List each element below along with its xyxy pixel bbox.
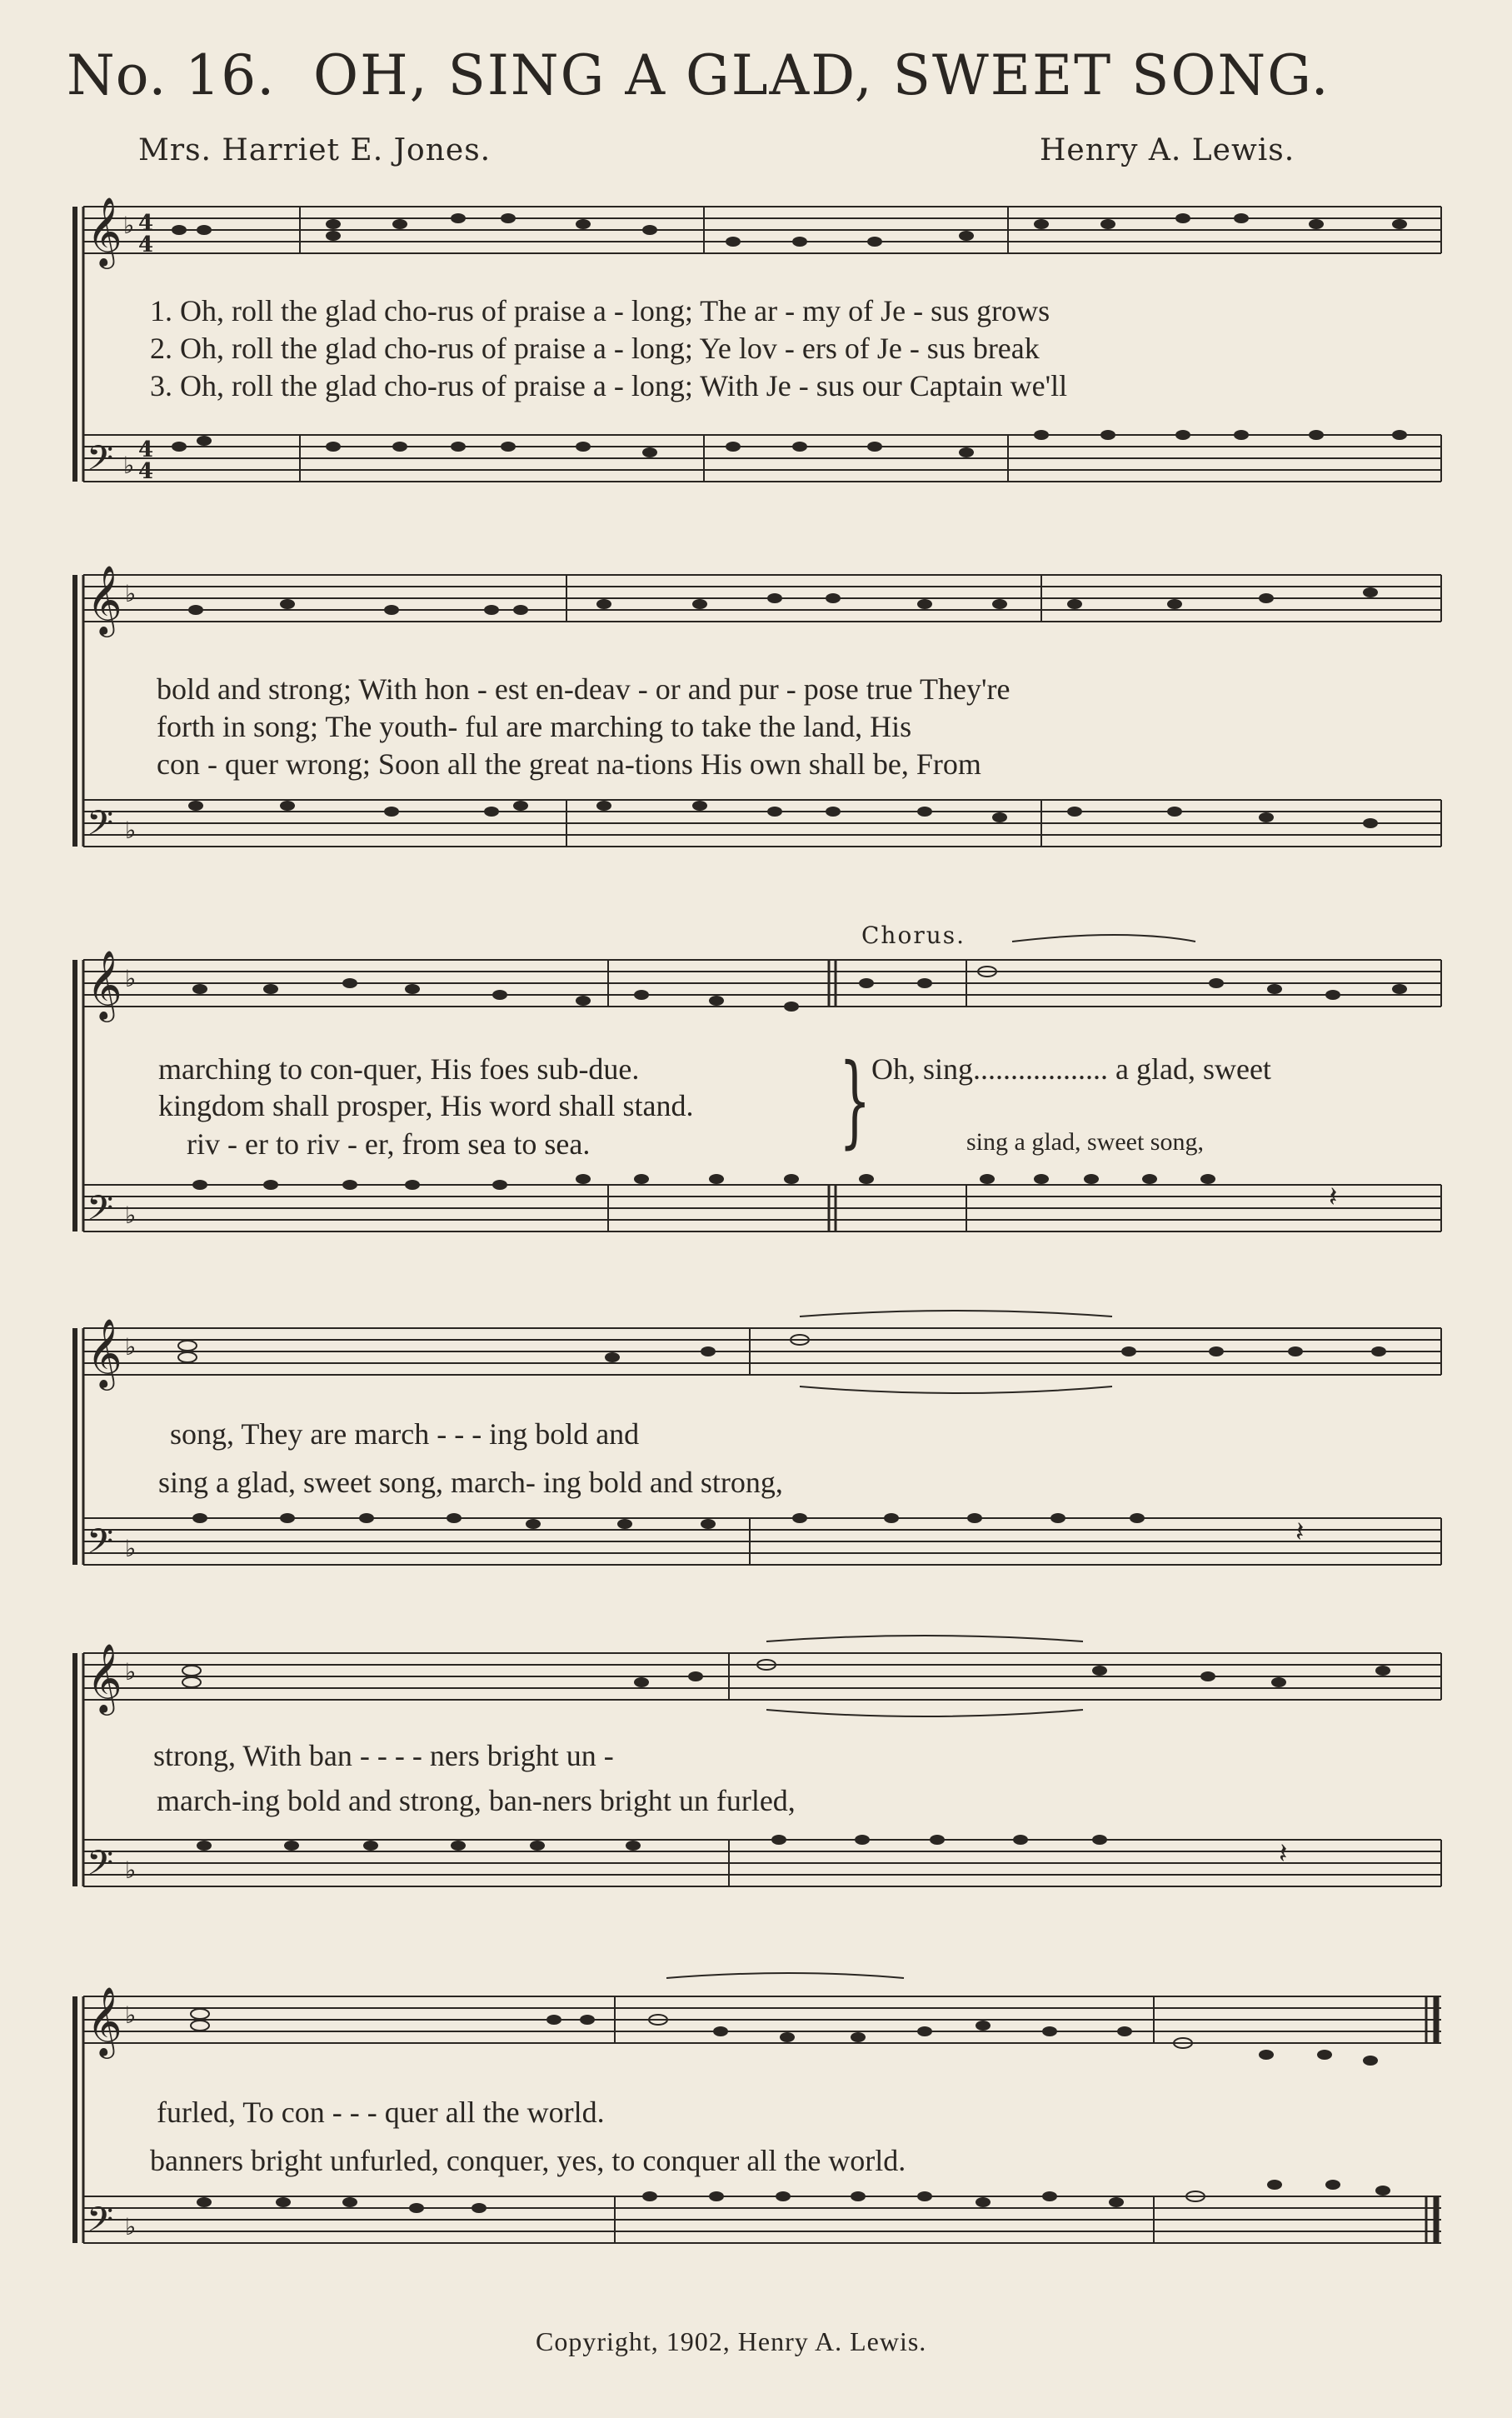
svg-text:𝄞: 𝄞 bbox=[87, 1986, 122, 2056]
svg-text:4: 4 bbox=[138, 437, 154, 462]
hymn-number: No. 16. bbox=[67, 43, 276, 107]
chorus-soprano-line-1: Oh, sing.................. a glad, sweet bbox=[871, 1052, 1271, 1086]
chorus-bass-line-3: march-ing bold and strong, ban-ners bright un furled, bbox=[157, 1784, 796, 1817]
svg-text:♭: ♭ bbox=[125, 965, 137, 992]
svg-text:♭: ♭ bbox=[125, 1202, 137, 1229]
svg-text:𝄢: 𝄢 bbox=[87, 803, 114, 852]
svg-text:𝄽: 𝄽 bbox=[1295, 1516, 1305, 1549]
svg-text:𝄞: 𝄞 bbox=[87, 949, 122, 1019]
verse-2-line-1: 2. Oh, roll the glad cho-rus of praise a - long; Ye lov - ers of Je - sus break bbox=[150, 332, 1040, 365]
svg-text:♭: ♭ bbox=[123, 452, 135, 479]
svg-text:𝄞: 𝄞 bbox=[87, 1317, 122, 1387]
svg-text:♭: ♭ bbox=[125, 2213, 137, 2241]
svg-text:𝄢: 𝄢 bbox=[87, 1188, 114, 1236]
svg-text:♭: ♭ bbox=[125, 2001, 137, 2029]
music-system-2 bbox=[0, 533, 1512, 883]
chorus-soprano-line-3: strong, With ban - - - - ners bright un - bbox=[153, 1739, 614, 1772]
verse-2-line-2: forth in song; The youth- ful are marching to take the land, His bbox=[157, 710, 912, 743]
copyright-notice: Copyright, 1902, Henry A. Lewis. bbox=[536, 2326, 927, 2356]
composer-credit: Henry A. Lewis. bbox=[1040, 133, 1295, 167]
chorus-soprano-line-2: song, They are march - - - ing bold and bbox=[170, 1417, 640, 1451]
music-system-5 bbox=[0, 1616, 1512, 1933]
verse-brace: } bbox=[839, 1043, 871, 1159]
svg-text:♭: ♭ bbox=[125, 1535, 137, 1562]
verse-3-line-2: con - quer wrong; Soon all the great na-tions His own shall be, From bbox=[157, 747, 981, 781]
svg-text:𝄽: 𝄽 bbox=[1279, 1837, 1288, 1871]
verse-1-line-1: 1. Oh, roll the glad cho-rus of praise a - long; The ar - my of Je - sus grows bbox=[150, 294, 1050, 327]
svg-text:♭: ♭ bbox=[125, 817, 137, 844]
svg-text:𝄢: 𝄢 bbox=[87, 438, 114, 487]
chorus-label: Chorus. bbox=[861, 922, 966, 949]
svg-text:𝄞: 𝄞 bbox=[87, 1642, 122, 1712]
chorus-bass-line-1: sing a glad, sweet song, bbox=[966, 1128, 1204, 1156]
svg-text:♭: ♭ bbox=[125, 1658, 137, 1686]
svg-text:4: 4 bbox=[138, 232, 154, 257]
svg-text:♭: ♭ bbox=[125, 1333, 137, 1361]
svg-text:♭: ♭ bbox=[123, 212, 135, 239]
verse-2-line-3: kingdom shall prosper, His word shall stand. bbox=[158, 1089, 694, 1122]
hymn-title: OH, SING A GLAD, SWEET SONG. bbox=[313, 43, 1330, 107]
chorus-soprano-line-4: furled, To con - - - quer all the world. bbox=[157, 2096, 605, 2129]
verse-3-line-1: 3. Oh, roll the glad cho-rus of praise a - long; With Je - sus our Captain we'll bbox=[150, 369, 1068, 402]
chorus-bass-line-2: sing a glad, sweet song, march- ing bold and strong, bbox=[158, 1466, 783, 1499]
svg-text:4: 4 bbox=[138, 211, 154, 236]
lyricist-credit: Mrs. Harriet E. Jones. bbox=[138, 133, 492, 167]
verse-1-line-3: marching to con-quer, His foes sub-due. bbox=[158, 1052, 640, 1086]
svg-text:♭: ♭ bbox=[125, 1856, 137, 1884]
svg-text:𝄢: 𝄢 bbox=[87, 1521, 114, 1570]
verse-3-line-3: riv - er to riv - er, from sea to sea. bbox=[187, 1127, 591, 1161]
svg-text:𝄢: 𝄢 bbox=[87, 2200, 114, 2248]
svg-text:𝄞: 𝄞 bbox=[87, 564, 122, 634]
chorus-bass-line-4: banners bright unfurled, conquer, yes, to conquer all the world. bbox=[150, 2144, 906, 2177]
svg-text:𝄞: 𝄞 bbox=[87, 196, 122, 266]
verse-1-line-2: bold and strong; With hon - est en-deav - or and pur - pose true They're bbox=[157, 672, 1010, 706]
svg-text:4: 4 bbox=[138, 459, 154, 484]
svg-text:♭: ♭ bbox=[125, 580, 137, 607]
svg-text:𝄢: 𝄢 bbox=[87, 1843, 114, 1891]
svg-text:𝄽: 𝄽 bbox=[1329, 1181, 1338, 1214]
